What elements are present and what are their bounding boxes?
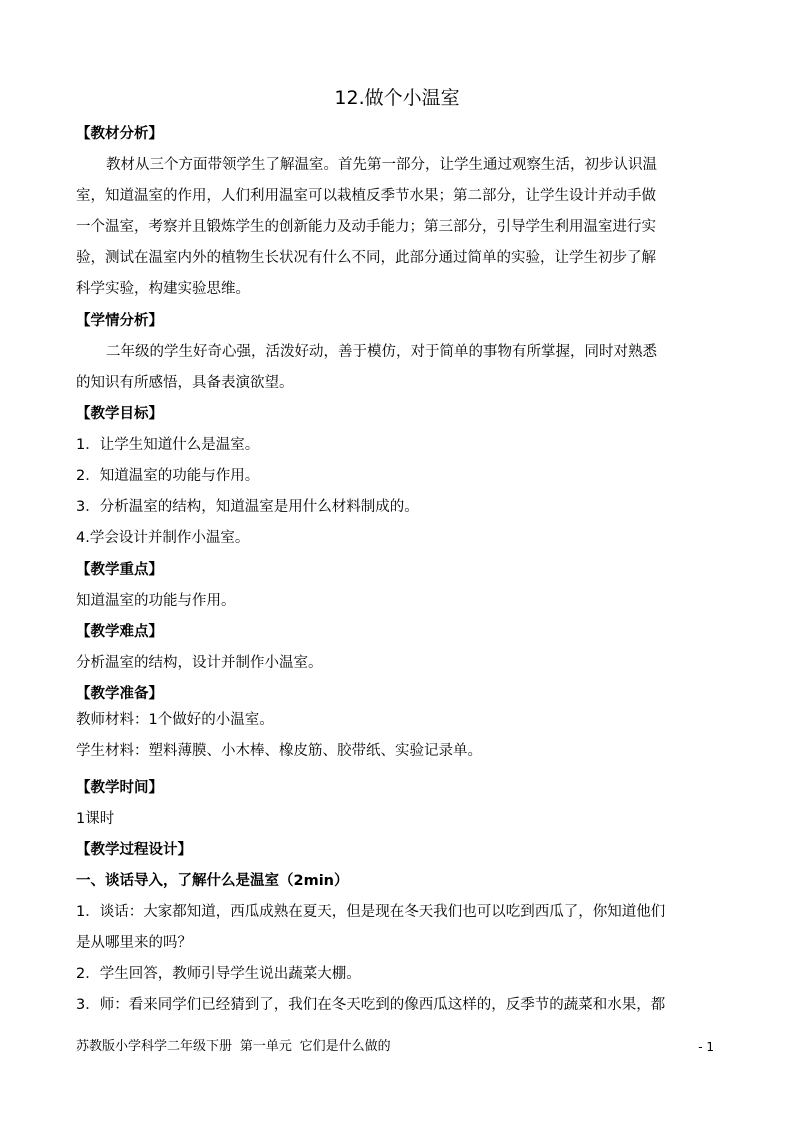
goal-item: 2．知道温室的功能与作用。 — [76, 468, 260, 484]
goal-item: 1．让学生知道什么是温室。 — [76, 437, 260, 453]
analysis-line-3: 一个温室，考察并且锻炼学生的创新能力及动手能力；第三部分，引导学生利用温室进行实 — [76, 219, 656, 235]
prep-teacher-text: 教师材料：1个做好的小温室。 — [76, 712, 274, 728]
analysis-line-5: 科学实验，构建实验思维。 — [76, 281, 250, 297]
analysis-line-1: 教材从三个方面带领学生了解温室。首先第一部分，让学生通过观察生活，初步认识温 — [106, 157, 657, 173]
heading-key-points: 【教学重点】 — [76, 562, 163, 578]
students-line-1: 二年级的学生好奇心强，活泼好动，善于模仿，对于简单的事物有所掌握，同时对熟悉 — [106, 344, 657, 360]
heading-teaching-time: 【教学时间】 — [76, 780, 163, 796]
heading-process-design: 【教学过程设计】 — [76, 842, 192, 858]
footer-book-info: 苏教版小学科学二年级下册 第一单元 它们是什么做的 — [76, 1039, 391, 1054]
teaching-time-text: 1课时 — [76, 811, 115, 827]
goal-item: 4.学会设计并制作小温室。 — [76, 530, 250, 546]
part1-line: 1．谈话：大家都知道，西瓜成熟在夏天，但是现在冬天我们也可以吃到西瓜了，你知道他们 — [76, 904, 666, 920]
part1-line: 3．师：看来同学们已经猜到了，我们在冬天吃到的像西瓜这样的，反季节的蔬菜和水果，都 — [76, 997, 666, 1013]
part1-heading: 一、谈话导入，了解什么是温室（2min） — [76, 873, 349, 889]
part1-line: 2．学生回答，教师引导学生说出蔬菜大棚。 — [76, 966, 361, 982]
heading-difficulties: 【教学难点】 — [76, 624, 163, 640]
heading-student-analysis: 【学情分析】 — [76, 313, 163, 329]
key-points-text: 知道温室的功能与作用。 — [76, 593, 236, 609]
students-line-2: 的知识有所感悟，具备表演欲望。 — [76, 375, 294, 391]
heading-textbook-analysis: 【教材分析】 — [76, 126, 163, 142]
document-title: 12.做个小温室 — [334, 87, 460, 109]
difficulties-text: 分析温室的结构，设计并制作小温室。 — [76, 655, 323, 671]
heading-preparation: 【教学准备】 — [76, 686, 163, 702]
part1-line: 是从哪里来的吗？ — [76, 935, 192, 951]
heading-teaching-goals: 【教学目标】 — [76, 406, 163, 422]
footer-page-number: - 1 — [698, 1040, 714, 1054]
prep-student-text: 学生材料：塑料薄膜、小木棒、橡皮筋、胶带纸、实验记录单。 — [76, 743, 482, 759]
goal-item: 3．分析温室的结构，知道温室是用什么材料制成的。 — [76, 499, 419, 515]
analysis-line-2: 室，知道温室的作用，人们利用温室可以栽植反季节水果；第二部分，让学生设计并动手做 — [76, 188, 656, 204]
analysis-line-4: 验，测试在温室内外的植物生长状况有什么不同，此部分通过简单的实验，让学生初步了解 — [76, 250, 656, 266]
